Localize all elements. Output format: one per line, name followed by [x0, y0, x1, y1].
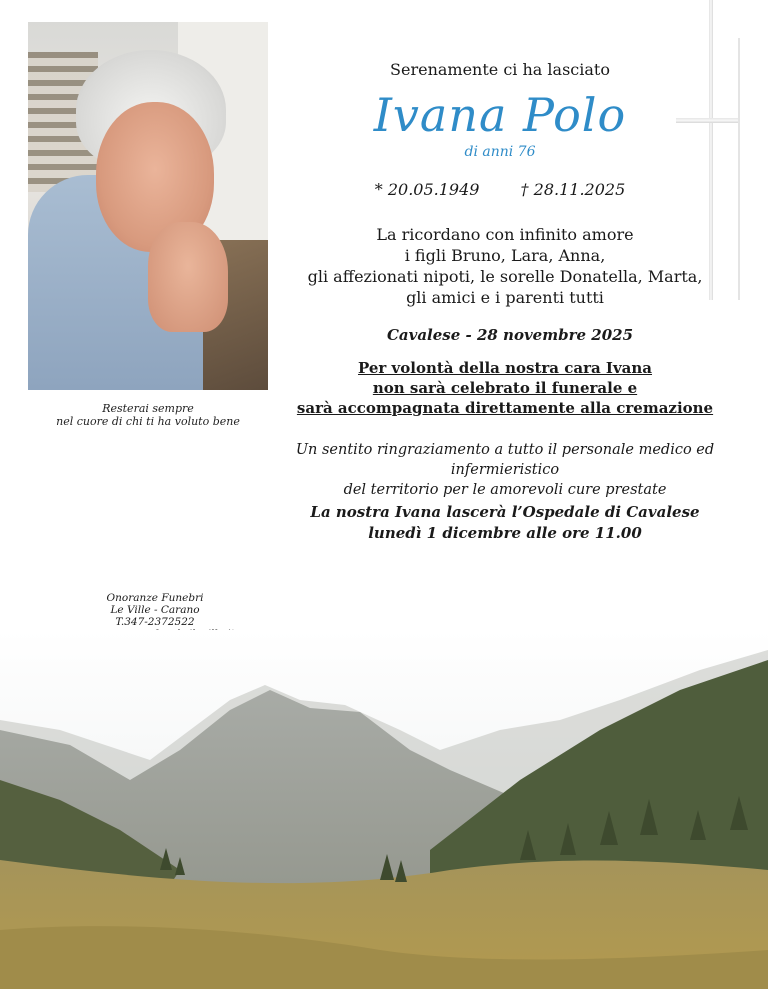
life-dates [330, 180, 670, 199]
mountain-landscape [0, 630, 768, 989]
death-date: † 28.11.2025 [520, 180, 626, 199]
departure-text: La nostra Ivana lascerà l’Ospedale di Cavalese lunedì 1 dicembre alle ore 11.00 [310, 503, 700, 542]
age-text: di anni 76 [464, 144, 536, 160]
funeral-notice: Per volontà della nostra cara Ivana non sarà celebrato il funerale e sarà accompagnata direttamente alla cremazione [296, 359, 714, 417]
cross-icon-shadow [738, 38, 740, 300]
birth-date: * 20.05.1949 [374, 180, 480, 199]
photo-caption: Resterai sempre nel cuore di chi ti ha voluto bene [56, 402, 240, 428]
intro-text: Serenamente ci ha lasciato [390, 60, 610, 79]
remember-text: La ricordano con infinito amore i figli Bruno, Lara, Anna, gli affezionati nipoti, le sorelle Donatella, Marta, gli amici e i parenti tutti [307, 225, 703, 307]
deceased-name: Ivana Polo [373, 88, 627, 142]
place-date: Cavalese - 28 novembre 2025 [386, 326, 634, 344]
thanks-text: Un sentito ringraziamento a tutto il personale medico ed infermieristico del territorio per le amorevoli cure prestate [295, 442, 715, 498]
funeral-agency: Onoranze Funebri Le Ville - Carano T.347-2372522 [50, 592, 260, 640]
portrait-photo [28, 22, 268, 390]
